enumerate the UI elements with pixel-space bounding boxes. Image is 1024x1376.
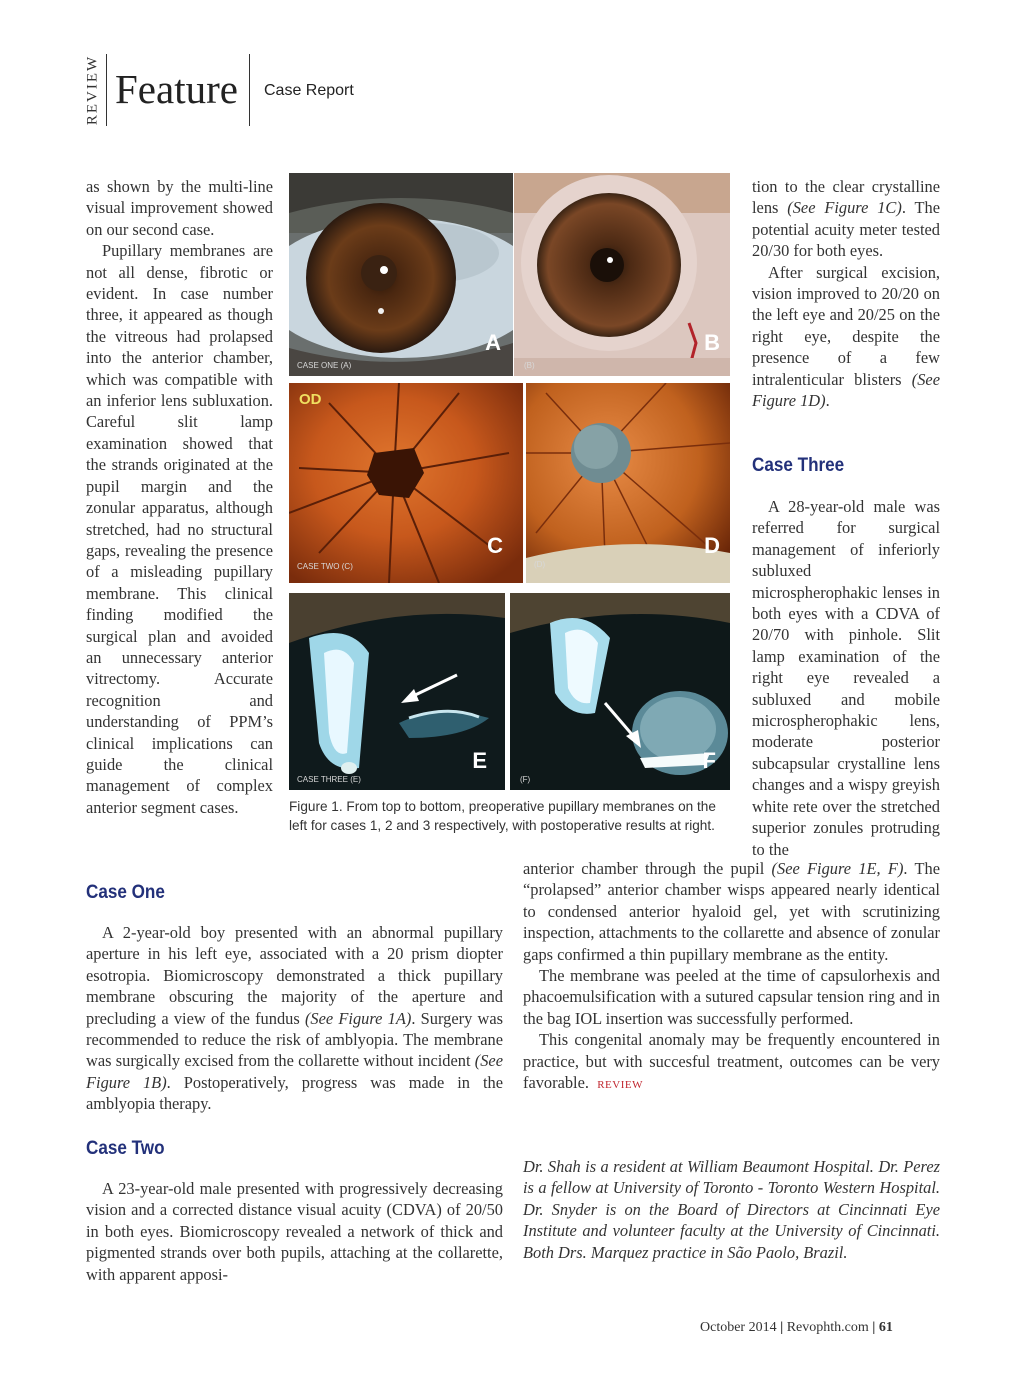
figure-reference: (See Figure 1B) — [86, 1051, 503, 1092]
figure-panel-a — [289, 173, 513, 376]
panel-caption: (B) — [524, 361, 535, 370]
body-column-right-mid — [752, 496, 940, 860]
section-title: Feature — [115, 66, 238, 112]
body-column-right-bottom — [523, 858, 940, 1096]
website: Revophth.com — [786, 1320, 869, 1335]
figure-reference: (See Figure 1D) — [752, 369, 940, 411]
body-column-left-bottom — [86, 1178, 503, 1285]
figure-1 — [289, 173, 730, 799]
figure-reference: (See Figure 1C) — [787, 198, 902, 218]
issue-date: October 2014 — [700, 1320, 777, 1335]
panel-letter: A — [485, 330, 501, 355]
heading-case-three: Case Three — [752, 455, 845, 476]
end-mark: REVIEW — [597, 1079, 643, 1092]
paragraph: The membrane was peeled at the time of capsulorhexis and phacoemulsification with a sutured capsular tension ring and in the bag IOL insertion was successfully performed. — [523, 966, 940, 1028]
heading-case-one: Case One — [86, 882, 165, 903]
panel-caption: CASE ONE (A) — [297, 361, 352, 370]
figure-panel-d — [526, 383, 730, 583]
figure-panel-e — [289, 593, 505, 790]
panel-caption: (D) — [534, 560, 546, 569]
figure-reference: (See Figure 1A) — [304, 1008, 412, 1028]
paragraph: A 28-year-old male was referred for surgical management of inferiorly subluxed microspherophakic lenses in both eyes with a CDVA of 20/70 with pinhole. Slit lamp examination of the right eye revealed a subluxed and mobile microspherophakic lens, moderate posterior subcapsular crystalline lens changes and a wispy greyish white rete over the stretched superior zonules protruding to the — [752, 497, 940, 859]
panel-caption: (F) — [520, 775, 531, 784]
paragraph: tion to the clear crystalline lens (See Figure 1C). The potential acuity meter tested 20/30 for both eyes. — [752, 177, 940, 261]
paragraph: This congenital anomaly may be frequently encountered in practice, but with succesful treatment, outcomes can be very favorable. REVIEW — [523, 1030, 940, 1093]
panel-letter: F — [702, 748, 716, 773]
figure-panel-c — [289, 383, 523, 583]
paragraph: anterior chamber through the pupil (See Figure 1E, F). The “prolapsed” anterior chamber wisps appeared nearly identical to condensed anterior hyaloid gel, yet with scrutinizing inspection, attachments to the collarette and absence of zonular gaps confirmed a thin pupillary membrane as the entity. — [523, 859, 940, 964]
panel-caption: CASE TWO (C) — [297, 562, 353, 571]
header-divider — [106, 54, 107, 126]
figure-panel-f — [510, 593, 730, 790]
figure-caption: Figure 1. From top to bottom, preoperative pupillary membranes on the left for cases 1, 2 and 3 respectively, with postoperative results at right. — [289, 799, 716, 833]
body-column-right-top — [752, 176, 940, 411]
panel-letter: E — [472, 748, 487, 773]
paragraph: as shown by the multi-line visual improvement showed on our second case. — [86, 177, 273, 239]
panel-letter: D — [704, 533, 720, 558]
paragraph: After surgical excision, vision improved to 20/20 on the left eye and 20/25 on the right eye, despite the presence of a few intralenticular blisters (See Figure 1D). — [752, 262, 940, 411]
page-footer: October 2014 | Revophth.com | 61 — [700, 1320, 893, 1335]
section-vertical-label: REVIEW — [84, 54, 101, 126]
body-column-left-mid — [86, 922, 503, 1115]
paragraph: A 2-year-old boy presented with an abnormal pupillary aperture in his left eye, associated with a 20 prism diopter esotropia. Biomicroscopy demonstrated a thick pupillary membrane obscuring the majority of the aperture and precluding a view of the fundus (See Figure 1A). Surgery was recommended to reduce the risk of amblyopia. The membrane was surgically excised from the collarette without incident (See Figure 1B). Postoperatively, progress was made in the amblyopia therapy. — [86, 923, 504, 1114]
subsection-title: Case Report — [264, 82, 354, 99]
figure-reference: (See Figure 1E, F) — [771, 859, 904, 878]
heading-case-two: Case Two — [86, 1138, 165, 1159]
paragraph: Pupillary membranes are not all dense, fibrotic or evident. In case number three, it appeared as though the vitreous had prolapsed into the anterior chamber, which was compatible with an inferior lens subluxation. Careful slit lamp examination showed that the strands originated at the pupil margin and the zonular apparatus, although stretched, had no structural gaps, revealing the presence of a misleading pupillary membrane. This clinical finding modified the surgical plan and avoided an unnecessary anterior vitrectomy. Accurate recognition and understanding of PPM’s clinical implications can guide the clinical management of complex anterior segment cases. — [86, 241, 273, 817]
figure-panel-b — [514, 173, 730, 376]
page-number: 61 — [878, 1320, 893, 1335]
header-divider — [249, 54, 250, 126]
paragraph: A 23-year-old male presented with progressively decreasing vision and a corrected distance visual acuity (CDVA) of 20/50 in both eyes. Biomicroscopy revealed a network of thick and pigmented strands over both pupils, attaching at the collarette, with apparent apposi- — [86, 1179, 503, 1284]
panel-letter: C — [487, 533, 503, 558]
body-column-left-top — [86, 176, 273, 818]
eye-label-od: OD — [299, 391, 322, 408]
panel-caption: CASE THREE (E) — [297, 775, 361, 784]
panel-letter: B — [704, 330, 720, 355]
author-bio: Dr. Shah is a resident at William Beaumont Hospital. Dr. Perez is a fellow at University of Toronto - Toronto Western Hospital. Dr. Snyder is on the Board of Directors at Cincinnati Eye Institute and volunteer faculty at the University of Cincinnati. Both Drs. Marquez practice in São Paolo, Brazil. — [523, 1157, 940, 1262]
